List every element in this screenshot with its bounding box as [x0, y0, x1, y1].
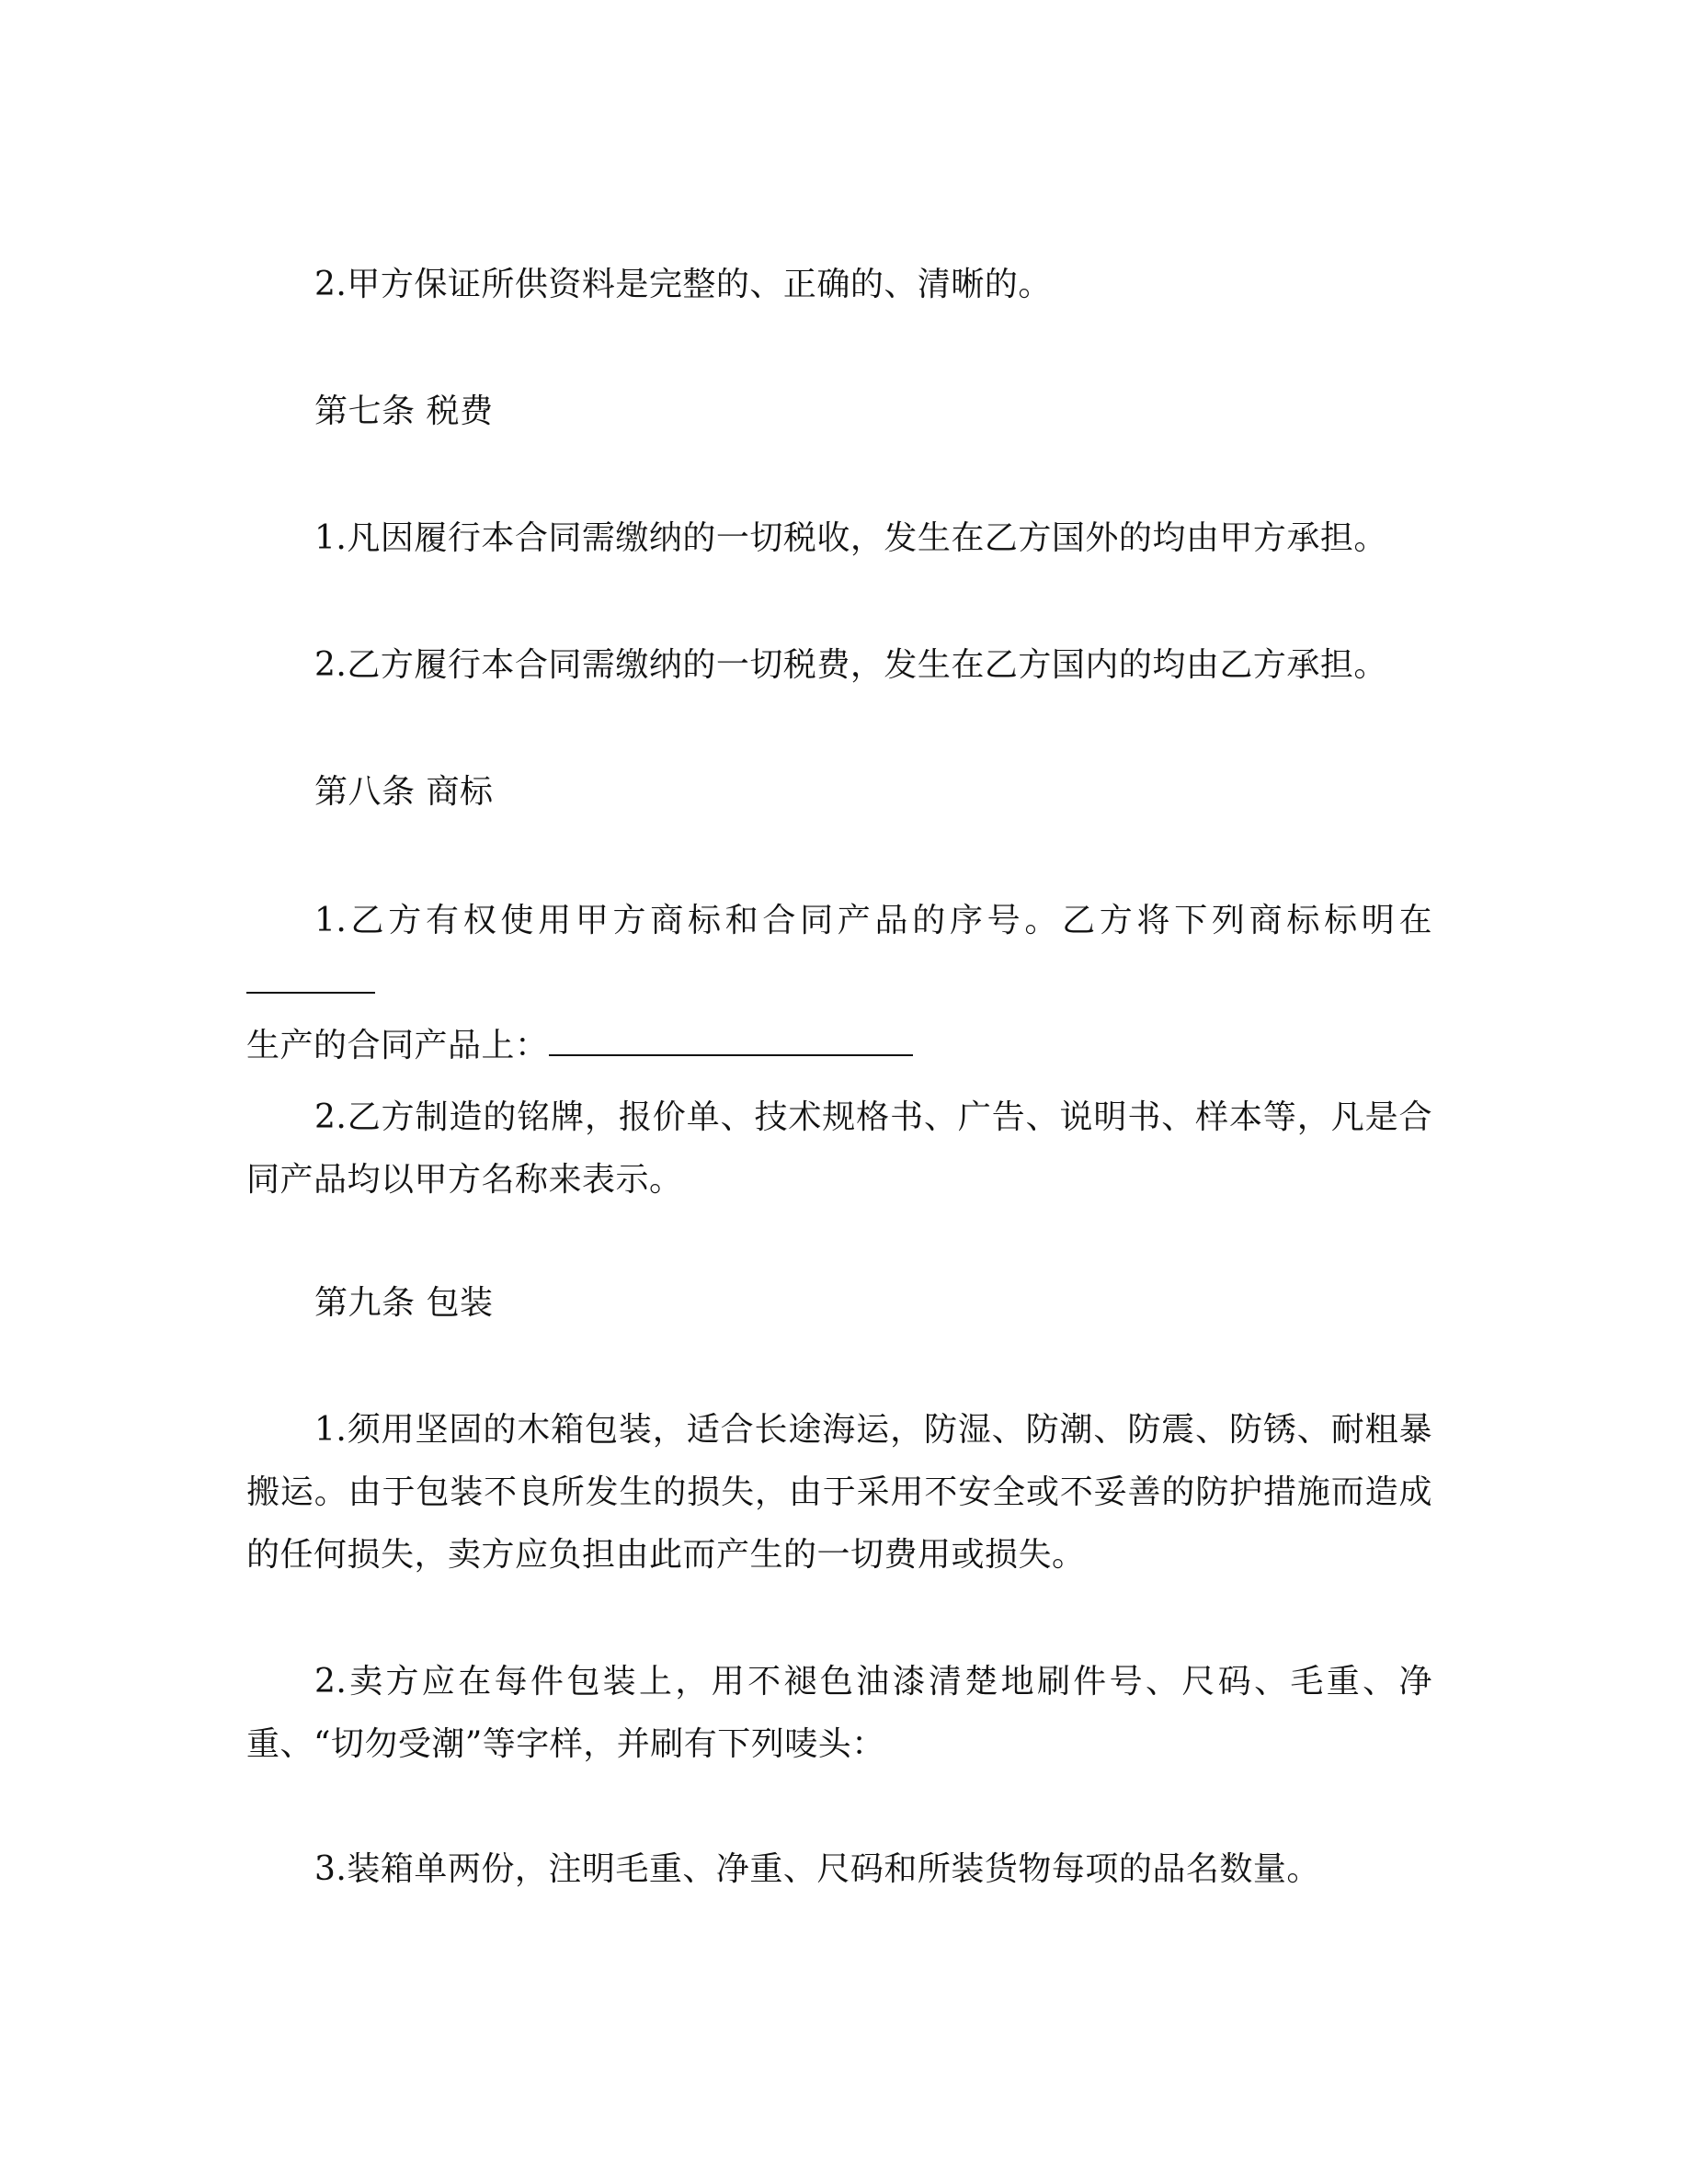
- paragraph-tax-domestic: [246, 634, 1432, 697]
- paragraph-text: 2.甲方保证所供资料是完整的、正确的、清晰的。: [314, 266, 1052, 303]
- fill-in-blank[interactable]: [246, 957, 375, 994]
- heading-text: 第七条 税费: [314, 392, 494, 430]
- paragraph-text: 2.乙方制造的铭牌，报价单、技术规格书、广告、说明书、样本等，凡是合同产品均以甲方名称来表示。: [246, 1098, 1432, 1199]
- heading-text: 第九条 包装: [314, 1284, 494, 1322]
- paragraph-nameplate: [246, 1086, 1432, 1211]
- paragraph-continuation: [178, 1015, 913, 1077]
- paragraph-tax-foreign: [246, 507, 1432, 570]
- paragraph-trademark-use: [246, 890, 1432, 1077]
- paragraph-text: 2.卖方应在每件包装上，用不褪色油漆清楚地刷件号、尺码、毛重、净重、“切勿受潮”等字样，并刷有下列唛头：: [246, 1663, 1432, 1763]
- article-7-heading: [246, 381, 1432, 443]
- article-9-heading: [246, 1272, 1432, 1335]
- paragraph-packing-list: [246, 1838, 1432, 1901]
- paragraph-text: 1.乙方有权使用甲方商标和合同产品的序号。乙方将下列商标标明在: [314, 902, 1432, 939]
- paragraph-text: 3.装箱单两份，注明毛重、净重、尺码和所装货物每项的品名数量。: [314, 1850, 1320, 1888]
- paragraph-packing-wooden-case: [246, 1399, 1432, 1587]
- paragraph-text: 2.乙方履行本合同需缴纳的一切税费，发生在乙方国内的均由乙方承担。: [314, 646, 1387, 684]
- paragraph-data-guarantee: [246, 254, 1432, 316]
- article-8-heading: [246, 761, 1432, 824]
- heading-text: 第八条 商标: [314, 773, 494, 811]
- paragraph-packing-marks: [246, 1651, 1432, 1776]
- paragraph-text: 1.须用坚固的木箱包装，适合长途海运，防湿、防潮、防震、防锈、耐粗暴搬运。由于包装不良所发生的损失，由于采用不安全或不妥善的防护措施而造成的任何损失，卖方应负担由此而产生的一切费用或损失。: [246, 1411, 1432, 1574]
- fill-in-blank[interactable]: [549, 1019, 913, 1056]
- paragraph-text: 生产的合同产品上：: [246, 1027, 549, 1064]
- paragraph-text: 1.凡因履行本合同需缴纳的一切税收，发生在乙方国外的均由甲方承担。: [314, 519, 1387, 557]
